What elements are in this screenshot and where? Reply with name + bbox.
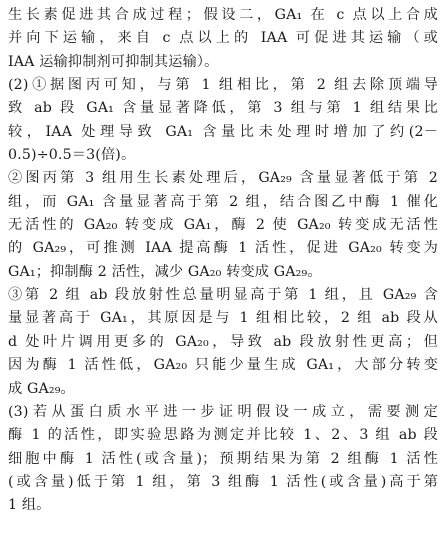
- text-line: ③第 2 组 ab 段放射性总量明显高于第 1 组，且 GA₂₉ 含: [8, 287, 438, 304]
- text-line: 1 组。: [8, 497, 51, 514]
- text-line: 组，而 GA₁ 含量显著高于第 2 组，结合图乙中酶 1 催化: [8, 193, 438, 210]
- text-line: 量显著高于 GA₁，其原因是与 1 组相比较，2 组 ab 段从: [8, 310, 438, 327]
- text-line: (或含量)低于第 1 组，第 3 组酶 1 活性(或含量)高于第: [8, 473, 438, 490]
- text-line: 细胞中酶 1 活性(或含量)；预期结果为第 2 组酶 1 活性: [8, 450, 438, 467]
- text-line: 较，IAA 处理导致 GA₁ 含量比未处理时增加了约(2－: [8, 123, 438, 140]
- text-line: ②图丙第 3 组用生长素处理后，GA₂₉ 含量显著低于第 2: [8, 170, 438, 187]
- text-line: d 处叶片调用更多的 GA₂₀，导致 ab 段放射性更高；但: [8, 333, 438, 350]
- text-line: IAA 运输抑制剂可抑制其运输）。: [8, 53, 219, 70]
- text-line: 致 ab 段 GA₁ 含量显著降低，第 3 组与第 1 组结果比: [8, 100, 438, 117]
- text-line: 生长素促进其合成过程；假设二，GA₁ 在 c 点以上合成: [8, 7, 438, 23]
- text-line: 无活性的 GA₂₀ 转变成 GA₁，酶 2 使 GA₂₀ 转变成无活性: [8, 217, 438, 234]
- text-line: 0.5)÷0.5＝3(倍)。: [8, 147, 136, 164]
- text-line: GA₁；抑制酶 2 活性，减少 GA₂₀ 转变成 GA₂₉。: [8, 263, 322, 280]
- text-line: 并向下运输，来自 c 点以上的 IAA 可促进其运输（或: [8, 30, 438, 47]
- text-line: 酶 1 的活性，即实验思路为测定并比较 1、2、3 组 ab 段: [8, 427, 438, 444]
- text-line: 因为酶 1 活性低，GA₂₀ 只能少量生成 GA₁，大部分转变: [8, 357, 438, 374]
- text-line: 成 GA₂₉。: [8, 380, 75, 397]
- text-line: 的 GA₂₉，可推测 IAA 提高酶 1 活性，促进 GA₂₀ 转变为: [8, 240, 438, 257]
- text-line: (3)若从蛋白质水平进一步证明假设一成立，需要测定: [8, 403, 438, 420]
- text-line: (2)①据图丙可知，与第 1 组相比，第 2 组去除顶端导: [8, 77, 438, 94]
